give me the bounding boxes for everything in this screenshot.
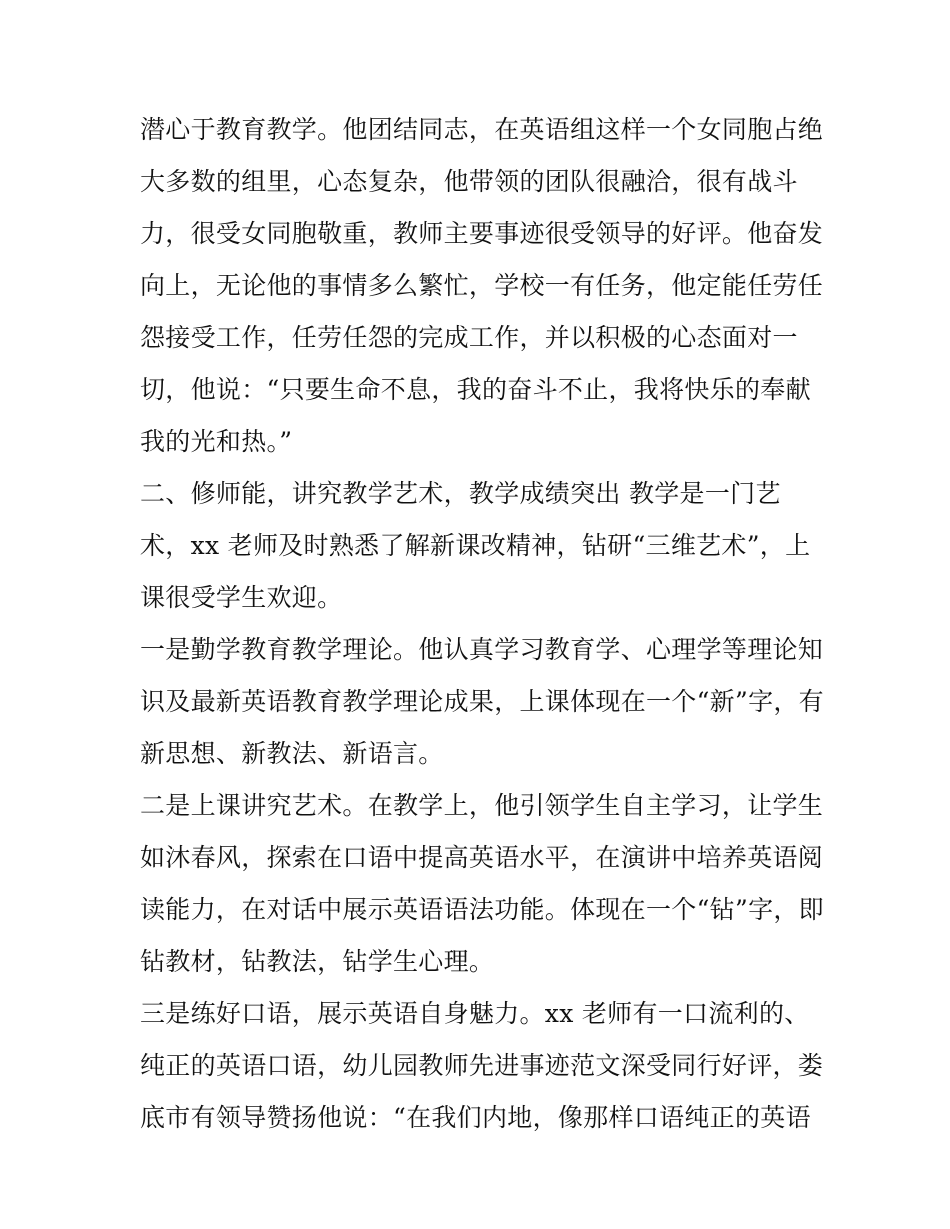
text-line: 钻教材，钻教法，钻学生心理。: [140, 947, 495, 976]
text-line: 力，很受女同胞敬重，教师主要事迹很受领导的好评。他奋发: [140, 219, 824, 248]
text-line: 三是练好口语，展示英语自身魅力。xx 老师有一口流利的、: [140, 999, 810, 1028]
text-line: 切，他说：“只要生命不息，我的奋斗不止，我将快乐的奉献: [140, 375, 811, 404]
text-line: 怨接受工作，任劳任怨的完成工作，并以积极的心态面对一: [140, 323, 798, 352]
text-line: 大多数的组里，心态复杂，他带领的团队很融洽，很有战斗: [140, 167, 798, 196]
text-line: 潜心于教育教学。他团结同志，在英语组这样一个女同胞占绝: [140, 115, 824, 144]
text-line: 底市有领导赞扬他说：“在我们内地，像那样口语纯正的英语: [140, 1103, 811, 1132]
text-line: 课很受学生欢迎。: [140, 583, 343, 612]
text-line: 纯正的英语口语，幼儿园教师先进事迹范文深受同行好评，娄: [140, 1051, 824, 1080]
section-heading-line: 二、修师能，讲究教学艺术，教学成绩突出 教学是一门艺: [140, 479, 781, 508]
text-line: 术，xx 老师及时熟悉了解新课改精神，钻研“三维艺术”，上: [140, 531, 811, 560]
text-line: 新思想、新教法、新语言。: [140, 739, 444, 768]
text-line: 读能力，在对话中展示英语语法功能。体现在一个“钻”字，即: [140, 895, 824, 924]
text-line: 一是勤学教育教学理论。他认真学习教育学、心理学等理论知: [140, 635, 824, 664]
text-line: 向上，无论他的事情多么繁忙，学校一有任务，他定能任劳任: [140, 271, 824, 300]
text-line: 我的光和热。”: [140, 427, 293, 456]
text-line: 二是上课讲究艺术。在教学上，他引领学生自主学习，让学生: [140, 791, 824, 820]
text-line: 如沐春风，探索在口语中提高英语水平，在演讲中培养英语阅: [140, 843, 824, 872]
document-body: [140, 104, 824, 1144]
text-line: 识及最新英语教育教学理论成果，上课体现在一个“新”字，有: [140, 687, 824, 716]
